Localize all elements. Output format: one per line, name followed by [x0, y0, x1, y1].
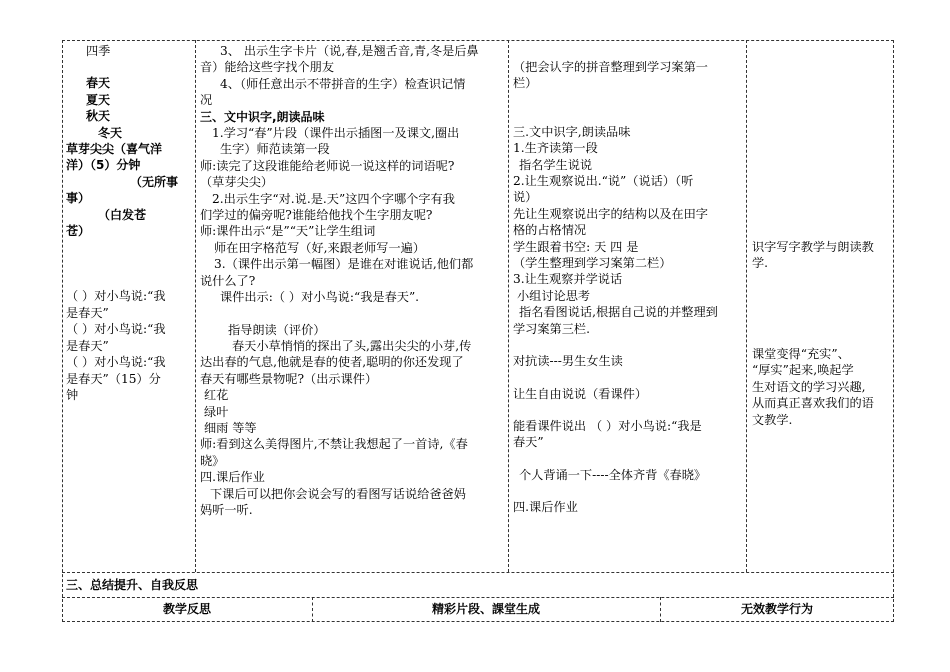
- season-word: 夏天: [86, 92, 111, 107]
- row-divider: [62, 572, 894, 573]
- text-line: 栏）: [513, 76, 538, 91]
- text-line: 先让生观察说出字的结构以及在田字: [513, 206, 708, 221]
- text-line: 师在田字格范写（好,来跟老师写一遍）: [214, 240, 426, 255]
- blank-line: [513, 43, 743, 59]
- text-line: 春天”: [513, 435, 544, 450]
- text-line: 春天小草悄悄的探出了头,露出尖尖的小芽,传: [232, 338, 472, 353]
- design-note: [752, 346, 892, 428]
- text-line: 三.文中识字,朗读品味: [513, 124, 631, 139]
- text-line: 师:读完了这段谁能给老师说一说这样的词语呢?: [200, 158, 455, 173]
- season-word: 冬天: [98, 125, 123, 140]
- season-title: 四季: [86, 44, 111, 58]
- text-line: 3.（课件出示第一幅图）是谁在对谁说话,他们都: [214, 257, 474, 272]
- text-line: 红花: [204, 388, 229, 403]
- text-line: 3.让生观察并学说话: [513, 272, 623, 287]
- text-line: 学生跟着书空: 天 四 是: [513, 239, 639, 254]
- section-title: 三、总结提升、自我反思: [66, 578, 199, 592]
- season-word: 秋天: [86, 109, 111, 124]
- column-divider: [508, 40, 509, 572]
- text-line: 达出春的气息,他就是春的使者,聪明的你还发现了: [200, 355, 464, 370]
- content-column: [66, 43, 192, 403]
- sentence-line: （ ）对小鸟说:“我: [66, 355, 166, 370]
- text-line: （学生整理到学习案第二栏）: [513, 256, 672, 271]
- text-line: 让生自由说说（看课件）: [513, 386, 648, 401]
- footer-reflection: 教学反思: [162, 602, 211, 616]
- text-line: 指名看图说话,根据自己说的并整理到: [519, 305, 718, 320]
- text-line: 妈听一听.: [200, 502, 253, 517]
- teacher-activity-column: [200, 43, 506, 518]
- text-line: 1.学习“春”片段（课件出示插图一及课文,圈出: [212, 126, 460, 141]
- sentence-line: 是春天”: [66, 305, 109, 320]
- section-heading: 三、文中识字,朗读品味: [200, 109, 325, 124]
- text-line: 指导朗读（评价）: [228, 322, 326, 337]
- sentence-line: （ ）对小鸟说:“我: [66, 322, 166, 337]
- blank-line: [513, 108, 743, 124]
- blank-line: [200, 306, 506, 322]
- blank-line: [513, 402, 743, 418]
- phrase-line: 洋）（5）分钟: [66, 158, 141, 173]
- text-line: 绿叶: [204, 404, 229, 419]
- text-line: 细雨 等等: [204, 420, 257, 435]
- blank-line: [513, 451, 743, 467]
- text-line: 格的占格情况: [513, 223, 587, 238]
- text-line: 2.让生观察说出.“说”（说话）（听: [513, 174, 694, 189]
- text-line: 说什么了?: [200, 273, 256, 288]
- text-line: 们学过的偏旁呢?谁能给他找个生字朋友呢?: [200, 208, 433, 223]
- sentence-line: 是春天”（15）分: [66, 371, 161, 386]
- text-line: 2.出示生字“对.说.是.天”这四个字哪个字有我: [212, 191, 455, 206]
- text-line: 4、（师任意出示不带拼音的生字）检查识记情: [220, 76, 466, 91]
- text-line: 说）: [513, 190, 538, 205]
- text-line: 晓》: [200, 453, 225, 468]
- row-divider: [62, 597, 894, 598]
- column-divider: [746, 40, 747, 572]
- note-line: 识字写字教学与朗读教: [752, 240, 874, 254]
- text-line: 师:看到这么美得图片,不禁让我想起了一首诗,《春: [200, 437, 468, 452]
- text-line: 四.课后作业: [513, 500, 578, 515]
- blank-line: [513, 370, 743, 386]
- text-line: 个人背诵一下----全体齐背《春晓》: [519, 467, 707, 482]
- text-line: 对抗读---男生女生读: [513, 354, 623, 369]
- phrase-line: 草芽尖尖（喜气洋: [66, 142, 163, 157]
- note-line: 从而真正喜欢我们的语: [752, 396, 874, 411]
- phrase-line: （白发苍: [98, 207, 147, 222]
- note-line: 生对语文的学习兴趣,: [752, 379, 866, 394]
- note-line: 文教学.: [752, 412, 793, 427]
- text-line: 小组讨论思考: [517, 288, 591, 303]
- phrase-line: 事）: [66, 191, 91, 206]
- footer-ineffective: 无效教学行为: [740, 602, 813, 616]
- text-line: （把会认字的拼音整理到学习案第一: [513, 60, 708, 74]
- phrase-line: （无所事: [130, 174, 179, 189]
- sentence-line: （ ）对小鸟说:“我: [66, 289, 166, 304]
- text-line: 学习案第三栏.: [513, 321, 590, 336]
- blank-line: [513, 483, 743, 499]
- blank-line: [513, 92, 743, 108]
- text-line: （草芽尖尖）: [200, 175, 274, 190]
- sentence-line: 是春天”: [66, 338, 109, 353]
- text-line: 1.生齐读第一段: [513, 141, 598, 156]
- text-line: 师:课件出示“是”“天”让学生组词: [200, 224, 376, 239]
- text-line: 课件出示:（ ）对小鸟说:“我是春天”.: [220, 290, 420, 305]
- note-line: “厚实”起来,唤起学: [752, 363, 854, 378]
- text-line: 况: [200, 93, 213, 108]
- footer-highlights: 精彩片段、課堂生成: [431, 602, 540, 616]
- text-line: 春天有哪些景物呢?（出示课件）: [200, 371, 378, 386]
- sentence-line: 钟: [66, 387, 79, 402]
- text-line: 指名学生说说: [519, 157, 593, 172]
- text-line: 音）能给这些字找个朋友: [200, 60, 335, 75]
- student-activity-column: [513, 43, 743, 516]
- note-line: 课堂变得“充实”、: [752, 347, 850, 361]
- text-line: 3、 出示生字卡片（说,春,是翘舌音,青,冬是后鼻: [220, 44, 479, 58]
- text-line: 下课后可以把你会说会写的看图写话说给爸爸妈: [210, 486, 466, 501]
- note-line: 学.: [752, 256, 769, 271]
- text-line: 生字）师范读第一段: [220, 142, 330, 157]
- column-divider: [195, 40, 196, 572]
- blank-line: [513, 337, 743, 353]
- phrase-line: 苍）: [66, 224, 91, 239]
- design-note: [752, 239, 892, 272]
- season-word: 春天: [86, 76, 111, 91]
- text-line: 能看课件说出 （ ）对小鸟说:“我是: [513, 418, 702, 433]
- text-line: 四.课后作业: [200, 470, 265, 485]
